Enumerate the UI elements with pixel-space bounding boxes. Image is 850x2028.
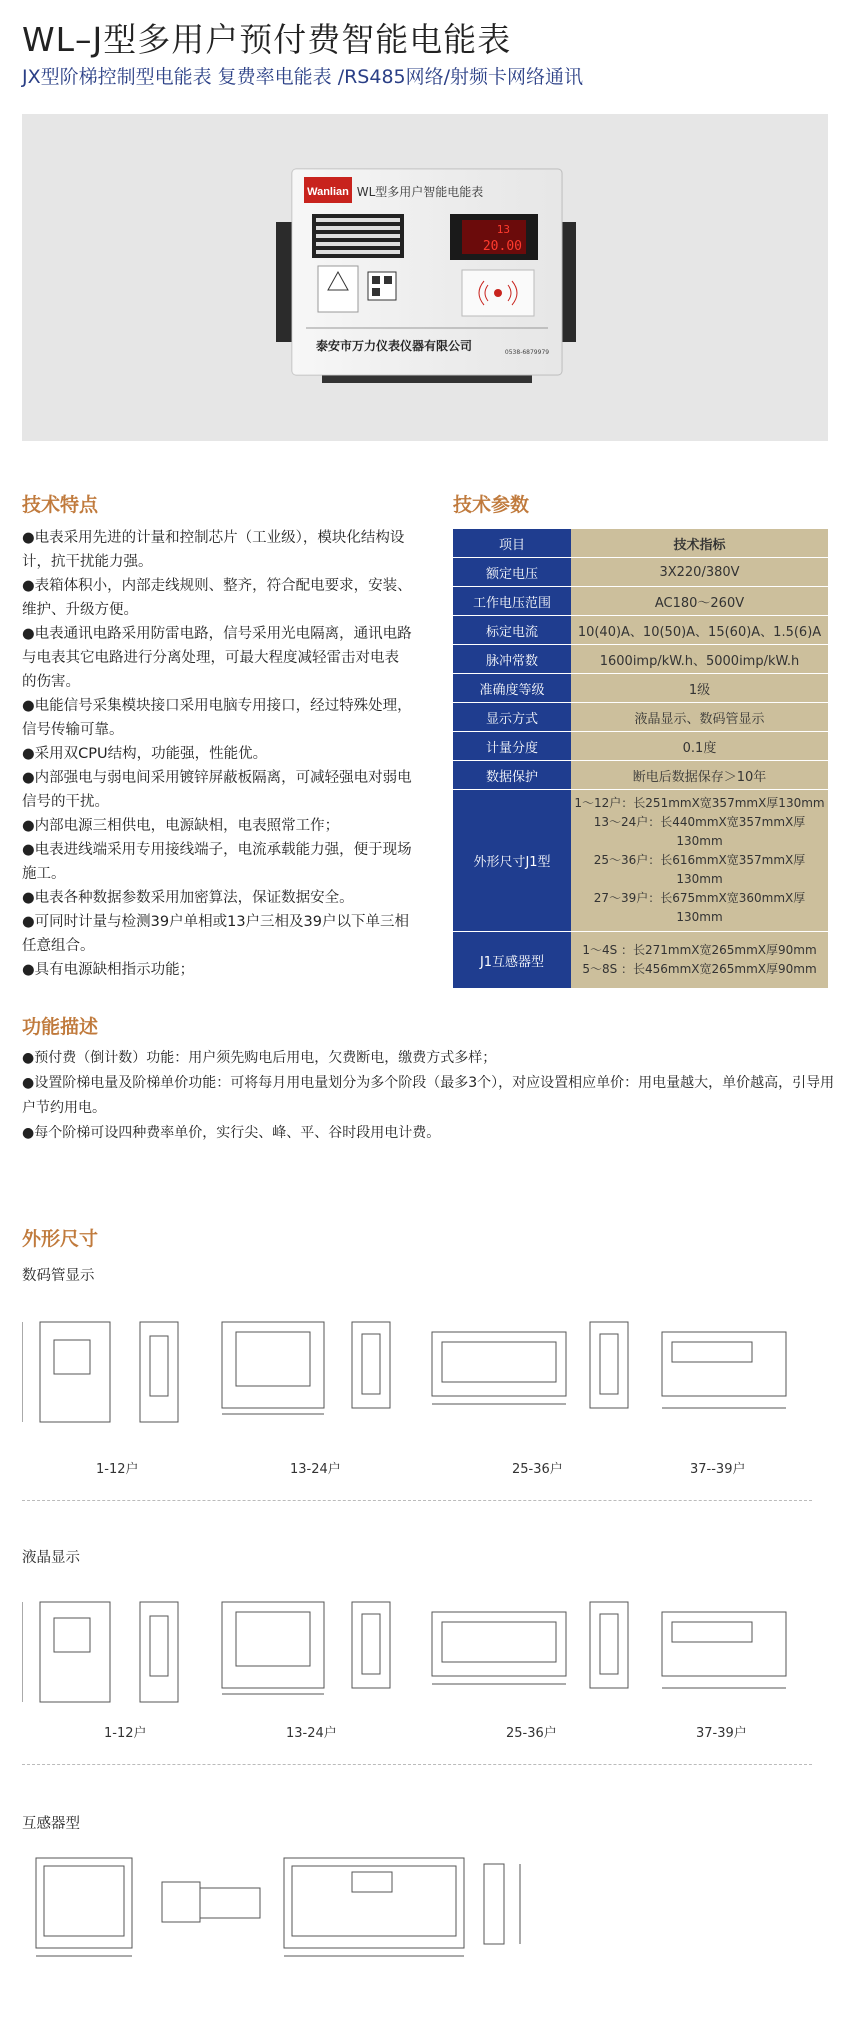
drawing-caption: 37-39户 bbox=[696, 1726, 747, 1741]
page-subtitle: JX型阶梯控制型电能表 复费率电能表 /RS485网络/射频卡网络通讯 bbox=[22, 66, 584, 88]
function-item: ●每个阶梯可设四种费率单价，实行尖、峰、平、谷时段用电计费。 bbox=[22, 1125, 441, 1141]
table-row bbox=[453, 587, 828, 616]
functions-list bbox=[22, 1046, 842, 1146]
spec-line: 25～36户：长616mmX宽357mmX厚130mm bbox=[593, 853, 806, 886]
table-row bbox=[453, 645, 828, 674]
spec-key: 显示方式 bbox=[453, 703, 571, 732]
spec-line: 5～8S ：长456mmX宽265mmX厚90mm bbox=[582, 962, 817, 976]
feature-item: ●电表各种数据参数采用加密算法，保证数据安全。 bbox=[22, 890, 354, 906]
spec-key: 准确度等级 bbox=[453, 674, 571, 703]
brand-logo: Wanlian bbox=[307, 186, 349, 198]
spec-line: 1～4S ：长271mmX宽265mmX厚90mm bbox=[582, 943, 817, 957]
spec-line: 1～12户：长251mmX宽357mmX厚130mm bbox=[574, 796, 825, 810]
spec-key: 外形尺寸J1型 bbox=[453, 790, 571, 932]
spec-value bbox=[571, 932, 828, 989]
ct-type-drawings bbox=[22, 1842, 582, 1966]
spec-value: 1600imp/kW.h、5000imp/kW.h bbox=[571, 645, 828, 674]
manufacturer-phone: 0538-6879979 bbox=[504, 349, 550, 356]
feature-item: ●电表进线端采用专用接线端子，电流承载能力强，便于现场施工。 bbox=[22, 842, 412, 882]
table-row bbox=[453, 790, 828, 932]
feature-item: ●内部强电与弱电间采用镀锌屏蔽板隔离，可减轻强电对弱电信号的干扰。 bbox=[22, 770, 412, 810]
spec-value bbox=[571, 790, 828, 932]
spec-value: 断电后数据保存＞10年 bbox=[571, 761, 828, 790]
spec-key: 脉冲常数 bbox=[453, 645, 571, 674]
spec-line: 13～24户：长440mmX宽357mmX厚130mm bbox=[593, 815, 806, 848]
digital-display-label: 数码管显示 bbox=[22, 1268, 95, 1284]
spec-key: 工作电压范围 bbox=[453, 587, 571, 616]
functions-heading: 功能描述 bbox=[22, 1016, 99, 1038]
drawing-caption: 1-12户 bbox=[96, 1462, 139, 1477]
spec-key: 标定电流 bbox=[453, 616, 571, 645]
spec-value: AC180～260V bbox=[571, 587, 828, 616]
feature-item: ●电表通讯电路采用防雷电路，信号采用光电隔离，通讯电路与电表其它电路进行分离处理，可最大程度减轻雷击对电表的伤害。 bbox=[22, 626, 412, 690]
table-row bbox=[453, 616, 828, 645]
specs-table bbox=[453, 529, 828, 989]
digital-display-drawings bbox=[22, 1296, 828, 1426]
lcd-display-drawings bbox=[22, 1578, 828, 1706]
feature-item: ●电表采用先进的计量和控制芯片（工业级），模块化结构设计，抗干扰能力强。 bbox=[22, 530, 405, 570]
spec-value: 10(40)A、10(50)A、15(60)A、1.5(6)A bbox=[571, 616, 828, 645]
display-line2: 20.00 bbox=[482, 239, 522, 254]
feature-item: ●内部电源三相供电，电源缺相，电表照常工作； bbox=[22, 818, 340, 834]
display-line1: 13 bbox=[496, 223, 510, 236]
function-item: ●预付费（倒计数）功能：用户须先购电后用电，欠费断电，缴费方式多样； bbox=[22, 1050, 497, 1066]
feature-item: ●采用双CPU结构，功能强，性能优。 bbox=[22, 746, 268, 762]
divider bbox=[22, 1764, 812, 1765]
feature-item: ●电能信号采集模块接口采用电脑专用接口，经过特殊处理，信号传输可靠。 bbox=[22, 698, 412, 738]
divider bbox=[22, 1500, 812, 1501]
function-item: ●设置阶梯电量及阶梯单价功能：可将每月用电量划分为多个阶段（最多3个），对应设置相应单价：用电量越大，单价越高，引导用户节约用电。 bbox=[22, 1075, 835, 1116]
table-row bbox=[453, 761, 828, 790]
spec-value: 0.1度 bbox=[571, 732, 828, 761]
drawing-caption: 37--39户 bbox=[690, 1462, 746, 1477]
spec-value: 液晶显示、数码管显示 bbox=[571, 703, 828, 732]
spec-key: 项目 bbox=[453, 529, 571, 558]
spec-key: 额定电压 bbox=[453, 558, 571, 587]
spec-key: 计量分度 bbox=[453, 732, 571, 761]
drawing-caption: 13-24户 bbox=[290, 1462, 341, 1477]
spec-line: 27～39户：长675mmX宽360mmX厚130mm bbox=[593, 891, 806, 924]
manufacturer-name: 泰安市万力仪表仪器有限公司 bbox=[315, 339, 473, 353]
table-row bbox=[453, 732, 828, 761]
page-title: WL–J型多用户预付费智能电能表 bbox=[22, 20, 512, 59]
spec-value: 3X220/380V bbox=[571, 558, 828, 587]
drawing-caption: 1-12户 bbox=[104, 1726, 147, 1741]
dimensions-heading: 外形尺寸 bbox=[22, 1228, 99, 1250]
table-row bbox=[453, 529, 828, 558]
features-list bbox=[22, 526, 412, 982]
table-row bbox=[453, 703, 828, 732]
meter-illustration bbox=[22, 114, 828, 441]
feature-item: ●具有电源缺相指示功能； bbox=[22, 962, 195, 978]
spec-key: J1互感器型 bbox=[453, 932, 571, 989]
table-row bbox=[453, 674, 828, 703]
table-row bbox=[453, 558, 828, 587]
spec-key: 数据保护 bbox=[453, 761, 571, 790]
meter-model-label: WL型多用户智能电能表 bbox=[356, 185, 484, 199]
features-heading: 技术特点 bbox=[22, 494, 99, 516]
product-image-panel bbox=[22, 114, 828, 441]
spec-value: 技术指标 bbox=[571, 529, 828, 558]
spec-value: 1级 bbox=[571, 674, 828, 703]
ct-type-label: 互感器型 bbox=[22, 1816, 80, 1832]
drawing-caption: 13-24户 bbox=[286, 1726, 337, 1741]
feature-item: ●表箱体积小，内部走线规则、整齐，符合配电要求，安装、维护、升级方便。 bbox=[22, 578, 412, 618]
table-row bbox=[453, 932, 828, 989]
drawing-caption: 25-36户 bbox=[512, 1462, 563, 1477]
lcd-display-label: 液晶显示 bbox=[22, 1550, 80, 1566]
drawing-caption: 25-36户 bbox=[506, 1726, 557, 1741]
feature-item: ●可同时计量与检测39户单相或13户三相及39户以下单三相任意组合。 bbox=[22, 914, 410, 954]
specs-heading: 技术参数 bbox=[453, 494, 530, 516]
